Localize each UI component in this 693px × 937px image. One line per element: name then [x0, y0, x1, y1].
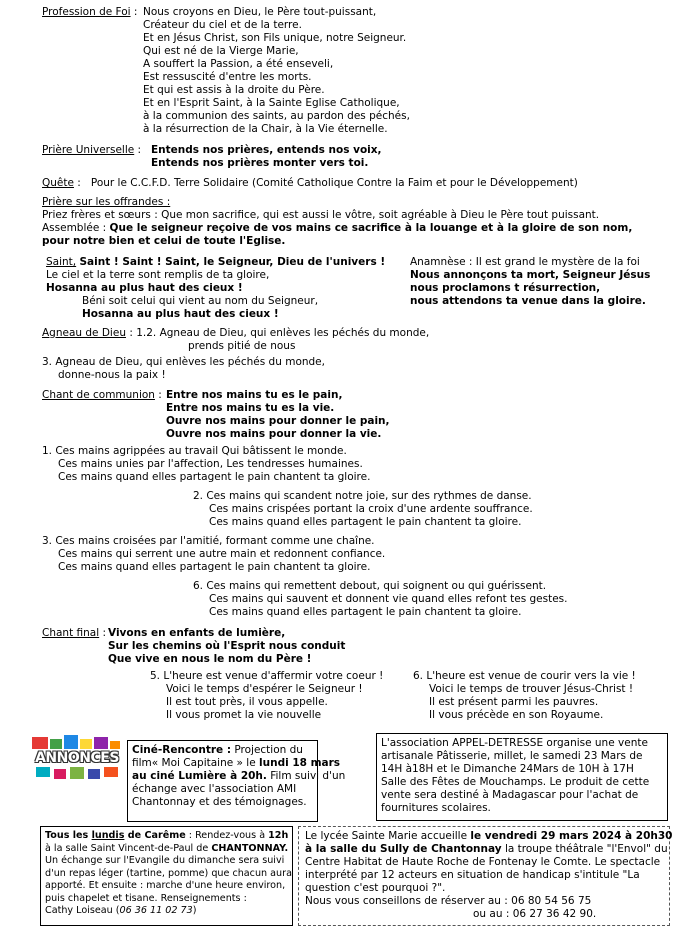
priere-universelle: Prière Universelle :	[42, 144, 142, 156]
cine-text: échange avec l'association AMI	[132, 783, 297, 795]
final-verse-6	[413, 670, 636, 722]
refrain-line: Ouvre nos mains pour donner le pain,	[166, 415, 390, 427]
saint-line: Le ciel et la terre sont remplis de ta gloire,	[46, 269, 270, 281]
profession-line: Nous croyons en Dieu, le Père tout-puissant,	[143, 6, 377, 18]
lycee-venue: à la salle du Sully de Chantonnay	[305, 843, 502, 855]
verse-line: 6. L'heure est venue de courir vers la vie !	[413, 670, 636, 682]
verse-line: Ces mains qui serrent une autre main et redonnent confiance.	[58, 548, 386, 560]
careme-text: Tous les	[45, 830, 92, 841]
profession-line: Et en Jésus Christ, son Fils unique, notre Seigneur.	[143, 32, 407, 44]
priere-universelle-text	[151, 144, 382, 170]
quete-text: Pour le C.C.F.D. Terre Solidaire (Comité Catholique Contre la Faim et pour le Développement)	[90, 177, 578, 189]
communion-refrain	[166, 389, 390, 441]
profession-text	[143, 6, 410, 136]
verse-line: Ces mains crispées portant la croix d'une ardente souffrance.	[209, 503, 533, 515]
annonces-logo	[30, 735, 124, 783]
appel-line: fournitures scolaires.	[381, 802, 491, 814]
careme-phone: 06 36 11 02 73	[119, 905, 193, 916]
final-verse-5	[150, 670, 383, 722]
agneau-section	[42, 327, 429, 382]
agneau-label: Agneau de Dieu	[42, 327, 126, 339]
refrain-line: Que vive en nous le nom du Père !	[108, 653, 312, 665]
appel-line: artisanale Pâtisserie, millet, le samedi 23 Mars de	[381, 750, 643, 762]
cine-text: Chantonnay et des témoignages.	[132, 796, 307, 808]
careme-text: apporté. Et ensuite : marche d'une heure environ,	[45, 880, 286, 891]
agneau-line: 3. Agneau de Dieu, qui enlèves les péchés du monde,	[42, 356, 325, 368]
saint-line: Béni soit celui qui vient au nom du Seigneur,	[82, 295, 319, 307]
careme-text: d'un repas léger (tartine, pomme) que chacun aura	[45, 867, 292, 879]
careme-text: à la salle Saint Vincent-de-Paul de	[45, 842, 212, 854]
profession-line: A souffert la Passion, a été enseveli,	[143, 58, 334, 70]
lycee-phone: ou au : 06 27 36 42 90.	[473, 908, 597, 920]
cine-date: lundi 18 mars	[259, 757, 341, 769]
cine-title: Ciné-Rencontre :	[132, 744, 232, 756]
communion-verse-3	[42, 535, 385, 574]
appel-detresse-box	[376, 733, 668, 821]
verse-line: Voici le temps d'espérer le Seigneur !	[166, 683, 363, 695]
verse-line: 1. Ces mains agrippées au travail Qui bâtissent le monde.	[42, 445, 347, 457]
careme-text: lundis	[91, 830, 125, 841]
annonces-logo-text: ANNONCES	[35, 750, 119, 766]
lycee-text: Le lycée Sainte Marie accueille	[305, 830, 471, 842]
appel-line: vente sera destiné à Madagascar pour l'achat de	[381, 789, 639, 801]
profession-section: Profession de Foi :	[42, 6, 138, 18]
offrandes-response: Que le seigneur reçoive de vos mains ce sacrifice à la louange et à la gloire de son nom,	[109, 222, 633, 234]
assemblee-label: Assemblée :	[42, 222, 107, 234]
careme-text: puis chapelet et tisane. Renseignements :	[45, 892, 247, 904]
lycee-phone: Nous vous conseillons de réserver au : 06 80 54 56 75	[305, 895, 592, 907]
careme-text: : Rendez-vous à	[185, 830, 269, 841]
refrain-line: Sur les chemins où l'Esprit nous conduit	[108, 640, 346, 652]
anamnese-line: Nous annonçons ta mort, Seigneur Jésus	[410, 269, 651, 281]
lycee-box	[298, 826, 673, 926]
verse-line: Ces mains quand elles partagent le pain chantent ta gloire.	[209, 606, 522, 618]
verse-line: Il vous précède en son Royaume.	[429, 709, 604, 721]
verse-line: Ces mains qui sauvent et donnent vie quand elles refont tes gestes.	[209, 593, 568, 605]
agneau-line: donne-nous la paix !	[58, 369, 166, 381]
quete: Quête : Pour le C.C.F.D. Terre Solidaire (Comité Catholique Contre la Faim et pour le Développement)	[42, 177, 578, 189]
communion-verse-1	[42, 445, 370, 484]
verse-line: 2. Ces mains qui scandent notre joie, sur des rythmes de danse.	[193, 490, 532, 502]
priere-universelle-label: Prière Universelle	[42, 144, 135, 156]
anamnese-line: Anamnèse : Il est grand le mystère de la foi	[410, 256, 640, 268]
verse-line: Il est présent parmi les pauvres.	[429, 696, 599, 708]
profession-line: Créateur du ciel et de la terre.	[143, 19, 302, 31]
cine-venue: au ciné Lumière à 20h.	[132, 770, 267, 782]
verse-line: 5. L'heure est venue d'affermir votre coeur !	[150, 670, 384, 682]
verse-line: 3. Ces mains croisées par l'amitié, formant comme une chaîne.	[42, 535, 375, 547]
lycee-text: la troupe théâtrale "l'Envol" du	[501, 843, 668, 855]
profession-line: Et qui est assis à la droite du Père.	[143, 84, 325, 96]
offrandes-line: Priez frères et sœurs : Que mon sacrifice, qui est aussi le vôtre, soit agréable à Dieu le Père tout puissant.	[42, 209, 600, 221]
verse-line: Ces mains unies par l'affection, Les tendresses humaines.	[58, 458, 363, 470]
agneau-line: : 1.2. Agneau de Dieu, qui enlèves les péchés du monde,	[129, 327, 430, 339]
saint-line: Saint ! Saint ! Saint, le Seigneur, Dieu de l'univers !	[79, 256, 386, 268]
verse-line: 6. Ces mains qui remettent debout, qui soignent ou qui guérissent.	[193, 580, 547, 592]
quete-label: Quête	[42, 177, 74, 189]
saint-line: Hosanna au plus haut des cieux !	[46, 282, 243, 294]
verse-line: Il vous promet la vie nouvelle	[166, 709, 322, 721]
profession-label: Profession de Foi	[42, 6, 131, 18]
profession-line: Et en l'Esprit Saint, à la Sainte Eglise Catholique,	[143, 97, 400, 109]
refrain-line: Ouvre nos mains pour donner la vie.	[166, 428, 382, 440]
verse-line: Ces mains quand elles partagent le pain chantent ta gloire.	[58, 561, 371, 573]
profession-line: à la communion des saints, au pardon des péchés,	[143, 110, 410, 122]
careme-contact: Cathy Loiseau (	[45, 905, 120, 916]
refrain-line: Vivons en enfants de lumière,	[108, 627, 286, 639]
appel-line: Salle des Fêtes de Mouchamps. Le produit de cette	[381, 776, 650, 788]
appel-line: 14H à18H et le Dimanche 24Mars de 10H à 17H	[381, 763, 634, 775]
lycee-date: le vendredi 29 mars 2024 à 20h30	[470, 830, 673, 842]
final-refrain	[108, 627, 345, 666]
communion-section: Chant de communion :	[42, 389, 162, 401]
verse-line: Il est tout près, il vous appelle.	[166, 696, 328, 708]
lycee-text: question c'est pourquoi ?".	[305, 882, 446, 894]
careme-time: 12h	[268, 830, 289, 841]
final-section: Chant final :	[42, 627, 107, 639]
saint-label: Saint,	[46, 256, 77, 268]
saint-line: Hosanna au plus haut des cieux !	[82, 308, 279, 320]
cine-text: Projection du	[231, 744, 303, 756]
verse-line: Voici le temps de trouver Jésus-Christ !	[429, 683, 634, 695]
refrain-line: Entre nos mains tu es le pain,	[166, 389, 343, 401]
offrandes-response: pour notre bien et celui de toute l'Eglise.	[42, 235, 286, 247]
anamnese-section	[410, 256, 650, 308]
careme-contact: )	[192, 905, 197, 916]
careme-box	[40, 826, 293, 926]
careme-place: CHANTONNAY.	[211, 842, 289, 854]
profession-line: Qui est né de la Vierge Marie,	[143, 45, 299, 57]
cine-rencontre-box	[127, 740, 346, 822]
lycee-text: interprété par 12 acteurs en situation de handicap s'intitule "La	[305, 869, 640, 881]
verse-line: Ces mains quand elles partagent le pain chantent ta gloire.	[58, 471, 371, 483]
priere-line: Entends nos prières monter vers toi.	[151, 157, 369, 169]
refrain-line: Entre nos mains tu es la vie.	[166, 402, 335, 414]
lycee-text: Centre Habitat de Haute Roche de Fontenay le Comte. Le spectacle	[305, 856, 661, 868]
communion-verse-2	[193, 490, 533, 529]
communion-verse-6	[193, 580, 568, 619]
cine-text: film« Moi Capitaine » le	[132, 757, 260, 769]
careme-text: Un échange sur l'Evangile du dimanche sera suivi	[45, 855, 285, 866]
verse-line: Ces mains quand elles partagent le pain chantent ta gloire.	[209, 516, 522, 528]
offrandes	[42, 196, 632, 248]
anamnese-line: nous proclamons t résurrection,	[410, 282, 601, 294]
anamnese-line: nous attendons ta venue dans la gloire.	[410, 295, 646, 307]
appel-line: L'association APPEL-DETRESSE organise une vente	[381, 737, 648, 749]
cine-text: Film suivi d'un	[266, 770, 346, 782]
profession-line: à la résurrection de la Chair, à la Vie éternelle.	[143, 123, 388, 135]
agneau-line: prends pitié de nous	[188, 340, 296, 352]
saint-section	[46, 256, 385, 321]
profession-line: Est ressuscité d'entre les morts.	[143, 71, 312, 83]
final-label: Chant final	[42, 627, 100, 639]
careme-text: de Carême	[124, 830, 186, 841]
offrandes-label: Prière sur les offrandes :	[42, 196, 171, 208]
priere-line: Entends nos prières, entends nos voix,	[151, 144, 382, 156]
communion-label: Chant de communion	[42, 389, 155, 401]
